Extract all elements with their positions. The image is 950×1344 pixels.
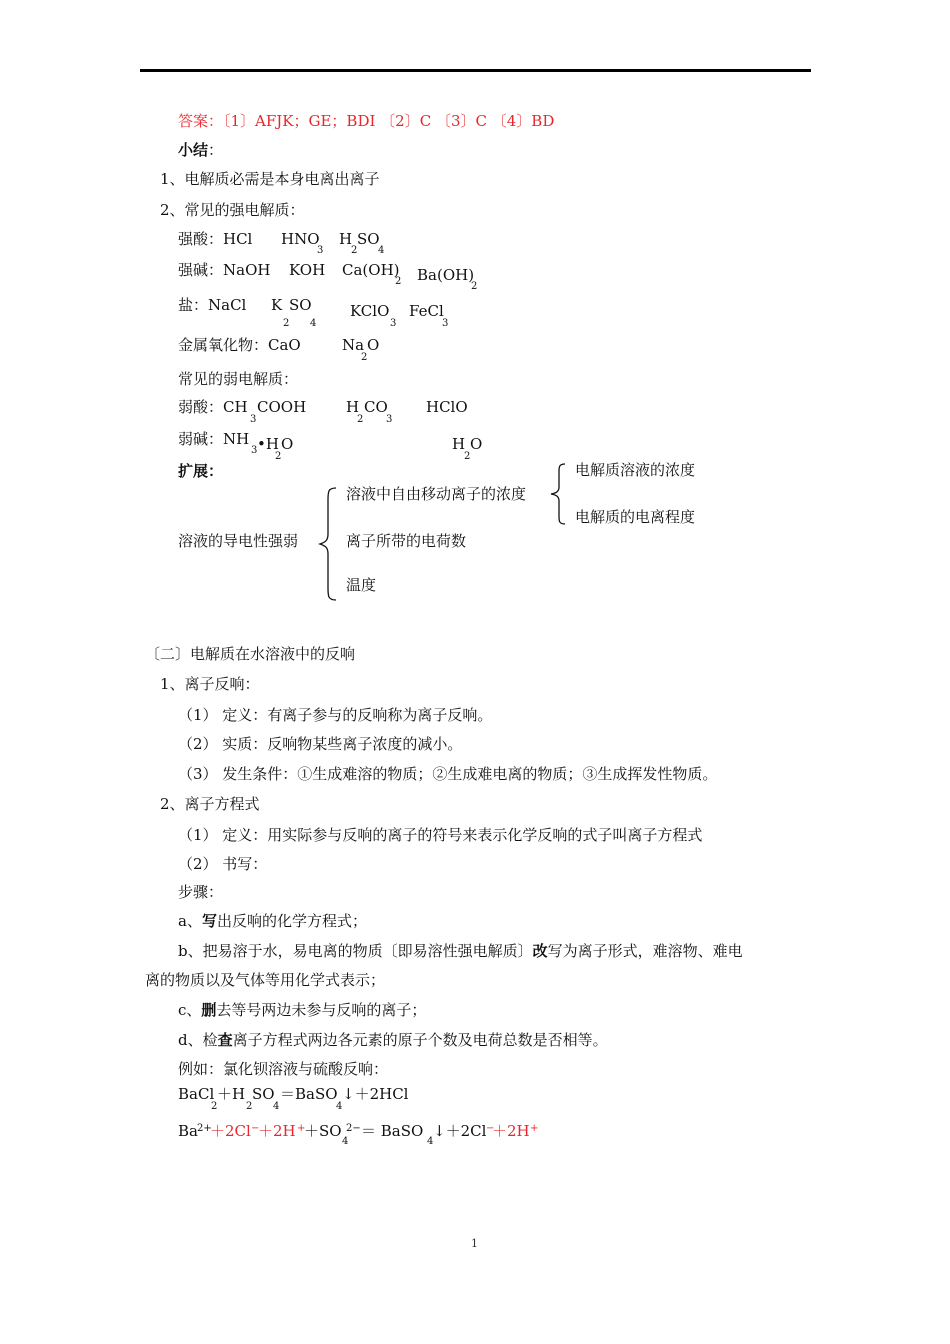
step-a: a、写出反响的化学方程式； [178, 912, 367, 930]
summary-item-2: 2、常见的强电解质： [160, 201, 305, 219]
ion-equation-definition: （1） 定义：用实际参与反响的离子的符号来表示化学反响的式子叫离子方程式 [178, 826, 703, 844]
summary-item-1: 1、电解质必需是本身电离出离子 [160, 170, 380, 188]
step-b: b、把易溶于水，易电离的物质〔即易溶性强电解质〕改写为离子形式，难溶物、难电 [178, 942, 743, 960]
weak-electrolyte-title: 常见的弱电解质： [178, 370, 299, 388]
section-2-title: 〔二〕电解质在水溶液中的反响 [145, 645, 356, 663]
ion-reaction-essence: （2） 实质：反响物某些离子浓度的减小。 [178, 735, 463, 753]
diagram-sub-1: 电解质溶液的浓度 [575, 461, 696, 479]
step-b-continued: 离的物质以及气体等用化学式表示； [145, 971, 386, 989]
diagram-root: 溶液的导电性强弱 [178, 532, 299, 550]
answer-line: 答案：〔1〕AFJK；GE；BDI 〔2〕C 〔3〕C 〔4〕BD [178, 112, 555, 130]
left-brace-icon [318, 486, 340, 602]
ion-reaction-definition: （1） 定义：有离子参与的反响称为离子反响。 [178, 706, 493, 724]
steps-heading: 步骤： [178, 883, 224, 901]
diagram-branch-2: 离子所带的电荷数 [346, 532, 467, 550]
ion-reaction-conditions: （3） 发生条件：①生成难溶的物质；②生成难电离的物质；③生成挥发性物质。 [178, 765, 718, 783]
step-c: c、删去等号两边未参与反响的离子； [178, 1001, 427, 1019]
page-number: 1 [471, 1237, 478, 1250]
right-brace-icon [549, 462, 569, 526]
diagram-branch-3: 温度 [346, 576, 377, 594]
header-rule [140, 69, 811, 72]
diagram-branch-1: 溶液中自由移动离子的浓度 [346, 485, 527, 503]
ion-equation-writing: （2） 书写： [178, 855, 268, 873]
extend-heading: 扩展： [178, 462, 224, 480]
diagram-sub-2: 电解质的电离程度 [575, 508, 696, 526]
summary-heading: 小结： [178, 141, 224, 159]
step-d: d、检查离子方程式两边各元素的原子个数及电荷总数是否相等。 [178, 1031, 608, 1049]
ion-reaction-heading: 1、离子反响： [160, 675, 260, 693]
example-intro: 例如：氯化钡溶液与硫酸反响： [178, 1060, 389, 1078]
ion-equation-heading: 2、离子方程式 [160, 795, 260, 813]
